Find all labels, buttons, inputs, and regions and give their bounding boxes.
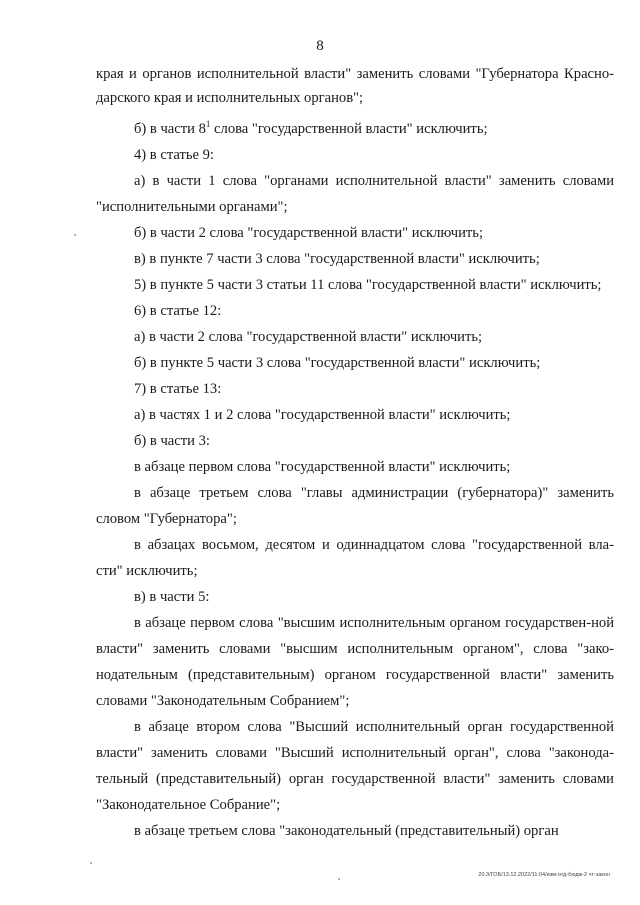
paragraph-19: в абзаце втором слова "Высший исполнительный орган государственной власти" заменить словами "Высший исполнительный орган", слова "законода-тельный (представительный) орган государственной власти" заменить словами "Законодательное Собрание"; <box>96 719 614 813</box>
paragraph-3: 4) в статье 9: <box>134 147 214 163</box>
paragraph-1-text: края и органов исполнительной власти" заменить словами "Губернатора Красно-дарского края и исполнительных органов"; <box>96 66 614 106</box>
paragraph-4: а) в части 1 слова "органами исполнительной власти" заменить словами "исполнительными органами"; <box>96 173 614 215</box>
paragraph-6: в) в пункте 7 части 3 слова "государственной власти" исключить; <box>134 251 540 267</box>
scan-speck <box>338 878 340 880</box>
paragraph-17: в) в части 5: <box>134 589 210 605</box>
paragraph-11: 7) в статье 13: <box>134 381 222 397</box>
paragraph-12: а) в частях 1 и 2 слова "государственной власти" исключить; <box>134 407 511 423</box>
paragraph-9: а) в части 2 слова "государственной власти" исключить; <box>134 329 483 345</box>
paragraph-2-text-a: б) в части 8 <box>134 121 206 137</box>
paragraph-10: б) в пункте 5 части 3 слова "государственной власти" исключить; <box>134 355 541 371</box>
paragraph-14: в абзаце первом слова "государственной власти" исключить; <box>134 459 511 475</box>
paragraph-2 <box>96 116 614 142</box>
scan-speck <box>90 862 92 864</box>
paragraph-15: в абзаце третьем слова "главы администрации (губернатора)" заменить словом "Губернатора"; <box>96 485 614 527</box>
paragraph-7: 5) в пункте 5 части 3 статьи 11 слова "государственной власти" исключить; <box>134 277 602 293</box>
paragraph-1 <box>96 62 614 110</box>
paragraph-5: б) в части 2 слова "государственной власти" исключить; <box>134 225 484 241</box>
paragraph-16: в абзацах восьмом, десятом и одиннадцатом слова "государственной вла-сти" исключить; <box>96 537 614 579</box>
scan-speck <box>74 234 76 236</box>
paragraph-2-text-b: слова "государственной власти" исключить; <box>210 121 488 137</box>
paragraph-13: б) в части 3: <box>134 433 210 449</box>
paragraph-8: 6) в статье 12: <box>134 303 222 319</box>
paragraph-18: в абзаце первом слова "высшим исполнительным органом государствен-ной власти" заменить словами "высшим исполнительным органом", слова "зако-нодательным (представительным) органом государственной власти" заменить словами "Законодательным Собранием"; <box>96 615 614 709</box>
footer-document-stamp: 20.3/ГОБ/13.12.2022/11:04/изм-отд-бюдж-2 чт-закон <box>478 872 610 878</box>
page-number: 8 <box>316 38 324 54</box>
paragraph-2-superscript: 1 <box>205 119 211 129</box>
document-body <box>96 62 614 844</box>
paragraph-20: в абзаце третьем слова "законодательный (представительный) орган <box>134 823 559 839</box>
